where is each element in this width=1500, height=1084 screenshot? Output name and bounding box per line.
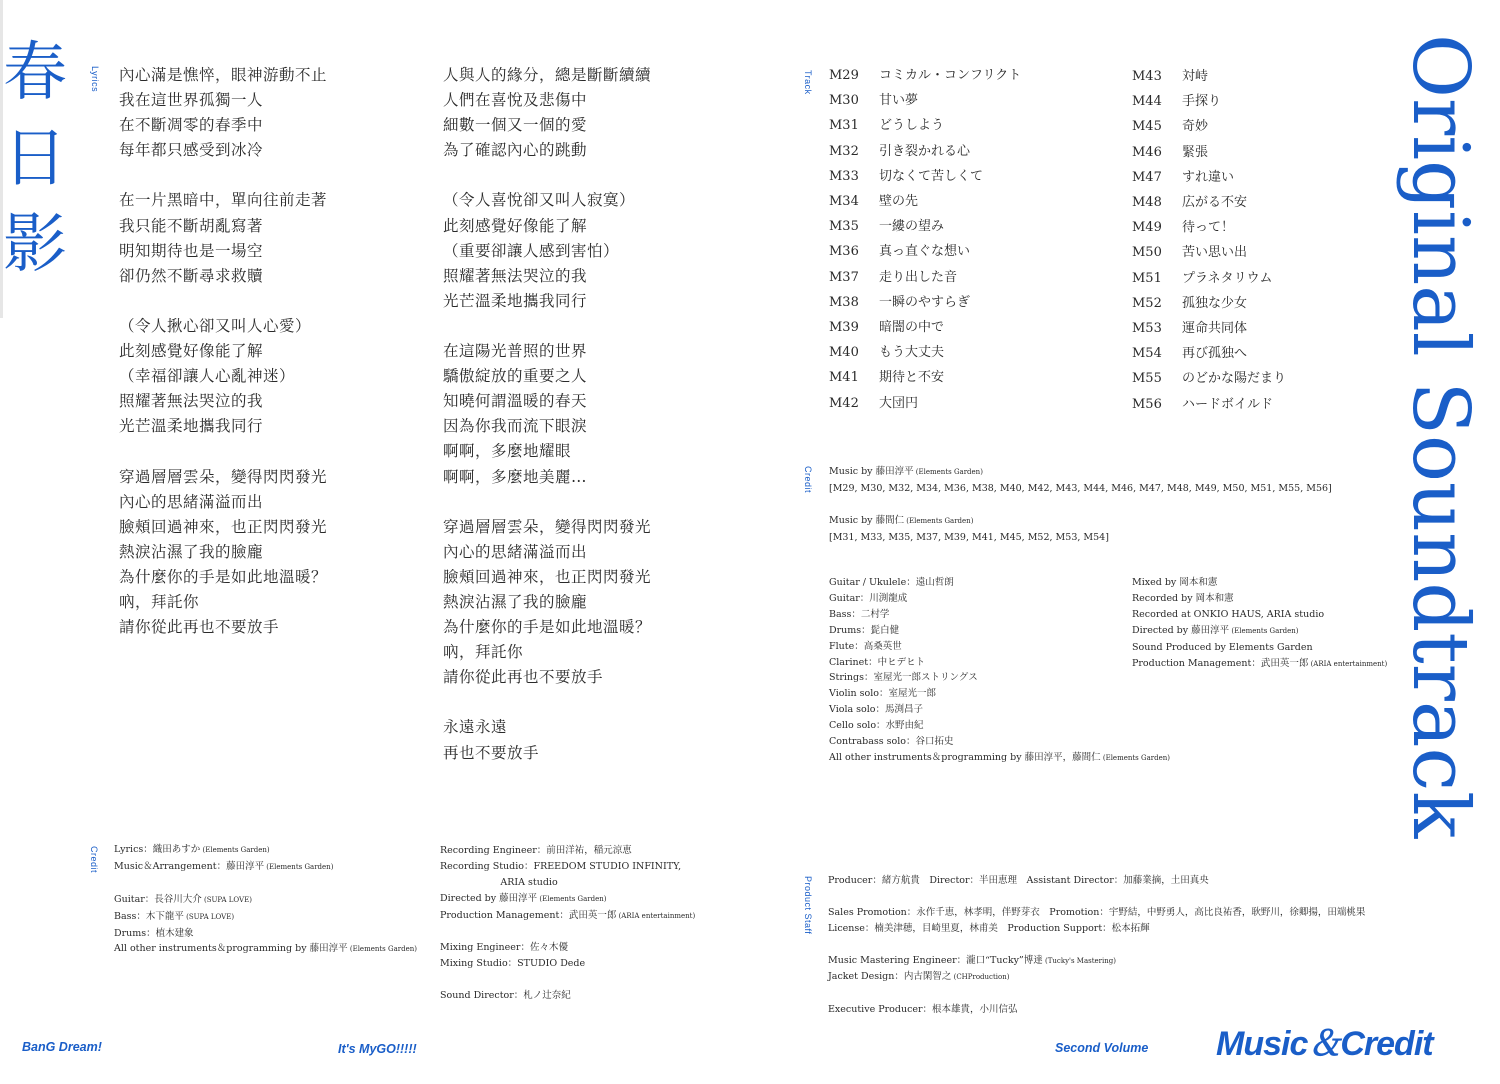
- credit-line: [440, 859, 695, 875]
- lyrics-label: Lyrics: [90, 66, 100, 93]
- credit-note: (Elements Garden): [264, 862, 334, 871]
- credit-line: [114, 876, 417, 892]
- track-title: 引き裂かれる心: [879, 143, 971, 159]
- credit-text: [440, 927, 443, 938]
- credit-text: Violin solo：室屋光一郎: [829, 688, 937, 700]
- track-title: 甘い夢: [879, 93, 919, 109]
- track-title: 奇妙: [1182, 119, 1209, 135]
- credit-text: Contrabass solo：谷口拓史: [829, 736, 954, 748]
- track-row: [1132, 165, 1286, 190]
- credit-line: [829, 655, 1170, 671]
- track-number: M32: [829, 143, 859, 159]
- track-number: M43: [1132, 69, 1162, 84]
- lyrics-column-2: 人與人的緣分，總是斷斷續續 人們在喜悅及悲傷中 細數一個又一個的愛 為了確認內心的跳動 （令人喜悅卻又叫人寂寞） 此刻感覺好像能了解 （重要卻讓人感到害怕） 照耀著無法哭泣的我 光芒溫柔地攜我同行 在這陽光普照的世界 驕傲綻放的重要之人 知曉何謂溫暖的春天 因為你我而流下眼淚 啊啊，多麼地耀眼 啊啊，多麼地美麗… 穿過層層雲朵，變得閃閃發光 內心的思緒滿溢而出 臉頰回過神來，也正閃閃發光 熱淚沾濕了我的臉龐 為什麼你的手是如此地溫暖？ 吶，拜託你 請你從此再也不要放手 永遠永遠 再也不要放手: [443, 66, 652, 762]
- track-row: [829, 113, 1021, 138]
- credit-line: [440, 988, 695, 1004]
- credit-text: [828, 988, 831, 999]
- footer-bang-dream: BanG Dream!: [22, 1040, 102, 1054]
- track-number: M41: [829, 370, 859, 386]
- track-title: 暗闇の中で: [879, 320, 945, 336]
- track-row: [1132, 140, 1286, 165]
- track-row: [829, 139, 1021, 164]
- track-number: M47: [1132, 169, 1162, 185]
- track-number: M30: [829, 93, 859, 109]
- credit-line: [1132, 607, 1387, 623]
- credit-text: Producer：緒方航貴 Director：半田恵理 Assistant Director：加藤業摘，土田真央: [828, 875, 1209, 886]
- credit-line: [440, 843, 695, 859]
- credit-line: [829, 464, 1332, 481]
- credit-line: [440, 891, 695, 908]
- lyrics-column-1: 內心滿是憔悴，眼神游動不止 我在這世界孤獨一人 在不斷凋零的春季中 每年都只感受到冰冷 在一片黑暗中，單向往前走著 我只能不斷胡亂寫著 明知期待也是一場空 卻仍然不斷尋求救贖 （令人揪心卻又叫人心愛） 此刻感覺好像能了解 （幸福卻讓人心亂神迷） 照耀著無法哭泣的我 光芒溫柔地攜我同行 穿過層層雲朵，變得閃閃發光 內心的思緒滿溢而出 臉頰回過神來，也正閃閃發光 熱淚沾濕了我的臉龐 為什麼你的手是如此地溫暖？ 吶，拜託你 請你從此再也不要放手: [119, 66, 328, 637]
- credit-line: [829, 702, 1170, 718]
- track-row: [829, 340, 1021, 365]
- credit-line: [440, 972, 695, 988]
- credit-line: [828, 937, 1365, 953]
- credit-text: Drums：髭白健: [829, 624, 900, 636]
- track-row: [1132, 366, 1286, 391]
- track-title: すれ違い: [1182, 169, 1235, 185]
- credit-note: (Elements Garden): [913, 468, 983, 476]
- credit-line: [828, 905, 1365, 921]
- track-number: M33: [829, 168, 859, 184]
- track-number: M51: [1132, 270, 1162, 286]
- credit-line: [440, 908, 695, 925]
- credit-line: [1132, 575, 1387, 591]
- credit-line: [829, 750, 1170, 767]
- credit-line: [440, 956, 695, 972]
- track-title: 走り出した音: [879, 269, 958, 285]
- footer-second-volume: Second Volume: [1055, 1041, 1149, 1055]
- credit-note: (Elements Garden): [904, 516, 974, 525]
- footer-music-credit-logo: Music＆Credit: [1216, 1025, 1433, 1063]
- credit-text: All other instruments＆programming by 藤田淳平: [114, 943, 348, 955]
- track-row: [829, 164, 1021, 189]
- credit-line: [829, 497, 1332, 513]
- credit-note: (Elements Garden): [1100, 753, 1170, 762]
- credit-line: [1132, 640, 1387, 656]
- track-row: [829, 391, 1021, 416]
- credit-text: Production Management：武田英一郎: [1132, 657, 1309, 669]
- credit-text: [440, 974, 443, 985]
- credit-line: [829, 481, 1332, 497]
- credit-note: (SUPA LOVE): [201, 895, 252, 904]
- credit-text: Music by 藤田淳平: [829, 466, 914, 477]
- track-number: M44: [1132, 94, 1162, 110]
- credit-text: Music Mastering Engineer：瀧口“Tucky”博達: [828, 954, 1043, 966]
- track-title: 緊張: [1182, 144, 1209, 160]
- credit-text: Bass：二村学: [829, 608, 890, 620]
- credit-line: [114, 909, 417, 926]
- credit-note: (Elements Garden): [537, 894, 607, 903]
- track-row: [1132, 190, 1286, 215]
- credit-line: [828, 986, 1365, 1002]
- credit-note: (Elements Garden): [200, 846, 270, 854]
- track-list-column-2: [1132, 64, 1286, 417]
- track-row: [829, 239, 1021, 264]
- track-number: M50: [1132, 245, 1162, 261]
- track-row: [1132, 114, 1286, 139]
- credit-line: [440, 875, 695, 891]
- credit-line: [828, 873, 1365, 889]
- credit-line: [829, 734, 1170, 750]
- ost-players: [829, 575, 1170, 767]
- credit-text: [M29, M30, M32, M34, M36, M38, M40, M42, M43, M44, M46, M47, M48, M49, M50, M51, M55, M56]: [829, 482, 1332, 494]
- credit-text: Cello solo：水野由紀: [829, 720, 924, 732]
- footer-its-mygo: It's MyGO!!!!!: [338, 1042, 417, 1056]
- track-number: M48: [1132, 195, 1162, 211]
- track-row: [1132, 240, 1286, 265]
- credit-text: [829, 499, 832, 510]
- credit-text: Sound Director：札ノ辻奈紀: [440, 990, 571, 1002]
- track-row: [1132, 316, 1286, 341]
- credit-line: [828, 953, 1365, 970]
- track-title: どうしよう: [879, 118, 945, 134]
- credit-text: Recording Engineer：前田洋祐，稲元涼恵: [440, 845, 632, 856]
- track-title: プラネタリウム: [1182, 270, 1273, 286]
- track-number: M29: [829, 68, 859, 83]
- track-list-column-1: [829, 63, 1021, 416]
- track-title: 期待と不安: [879, 370, 945, 386]
- credit-note: (SUPA LOVE): [183, 912, 235, 921]
- track-row: [829, 290, 1021, 315]
- credit-text: [828, 939, 831, 950]
- track-number: M39: [829, 320, 859, 336]
- credit-text: Guitar / Ukulele：遠山哲朗: [829, 577, 954, 588]
- credit-text: Directed by 藤田淳平: [440, 892, 538, 904]
- track-number: M35: [829, 219, 859, 235]
- song-credit-column-1: [114, 842, 417, 958]
- track-title: ハードボイルド: [1182, 396, 1274, 412]
- track-row: [829, 214, 1021, 239]
- credit-line: [829, 575, 1170, 591]
- credit-line: [1132, 591, 1387, 607]
- track-row: [829, 88, 1021, 113]
- credit-text: Sales Promotion：永作千恵，林孝明，伴野芽衣 Promotion：宇野結，中野勇人，高比良祐香，耿野川，徐卿揚，田端桃果: [828, 906, 1366, 918]
- track-number: M38: [829, 294, 859, 310]
- track-title: 孤独な少女: [1182, 295, 1248, 311]
- track-number: M36: [829, 244, 859, 260]
- credit-text: Bass：木下龍平: [114, 910, 184, 922]
- track-row: [1132, 215, 1286, 240]
- credit-text: Music＆Arrangement：藤田淳平: [114, 860, 265, 872]
- track-title: 再び孤独へ: [1182, 346, 1248, 362]
- credit-text: [114, 878, 117, 889]
- credit-line: [114, 842, 417, 859]
- track-title: 苦い思い出: [1182, 245, 1248, 261]
- track-title: 待って！: [1182, 220, 1235, 236]
- credit-note: (CHProduction): [951, 973, 1010, 982]
- track-row: [829, 63, 1021, 88]
- track-number: M42: [829, 395, 859, 411]
- track-row: [829, 189, 1021, 214]
- credit-line: [828, 969, 1365, 986]
- credit-text: Drums：植木建象: [114, 927, 194, 939]
- track-label: Track: [803, 70, 813, 95]
- credit-line: [829, 639, 1170, 655]
- track-number: M53: [1132, 321, 1162, 337]
- song-credit-label: Credit: [89, 846, 99, 874]
- track-title: コミカル・コンフリクト: [879, 68, 1022, 83]
- credit-text: Directed by 藤田淳平: [1132, 624, 1230, 636]
- credit-line: [114, 941, 417, 958]
- credit-line: [829, 718, 1170, 734]
- track-row: [1132, 89, 1286, 114]
- credit-text: [828, 891, 831, 902]
- credit-line: [829, 591, 1170, 607]
- track-title: 壁の先: [879, 194, 919, 210]
- track-title: のどかな陽だまり: [1182, 371, 1287, 387]
- track-number: M37: [829, 269, 859, 285]
- ost-title: Original Soundtrack: [1395, 34, 1485, 839]
- track-number: M46: [1132, 144, 1162, 160]
- track-row: [829, 365, 1021, 390]
- credit-text: Mixing Engineer：佐々木優: [440, 942, 568, 954]
- track-row: [1132, 64, 1286, 89]
- ost-engineering: [1132, 575, 1387, 672]
- track-title: 手探り: [1182, 94, 1222, 110]
- credit-text: Viola solo：馬渕昌子: [829, 704, 924, 716]
- track-row: [829, 315, 1021, 340]
- credit-note: (Elements Garden): [347, 945, 417, 954]
- track-row: [829, 265, 1021, 290]
- track-title: 対峙: [1182, 69, 1209, 84]
- credit-line: [1132, 656, 1387, 673]
- track-title: 大団円: [879, 395, 919, 411]
- credit-note: (Elements Garden): [1229, 626, 1299, 635]
- credit-text: Recorded by 岡本和憲: [1132, 592, 1234, 604]
- track-row: [1132, 341, 1286, 366]
- credit-note: (ARIA entertainment): [616, 911, 696, 920]
- track-number: M56: [1132, 396, 1162, 412]
- track-number: M40: [829, 345, 859, 361]
- credit-line: [829, 686, 1170, 702]
- credit-text: Jacket Design：内古閑智之: [828, 971, 952, 983]
- track-row: [1132, 266, 1286, 291]
- track-number: M55: [1132, 371, 1162, 387]
- credit-text: [M31, M33, M35, M37, M39, M41, M45, M52, M53, M54]: [829, 531, 1109, 543]
- track-title: 真っ直ぐな想い: [879, 244, 971, 260]
- song-title: 春日影: [3, 36, 67, 282]
- track-number: M54: [1132, 346, 1162, 362]
- credit-text: Clarinet：中ヒデヒト: [829, 656, 926, 668]
- credit-text: Sound Produced by Elements Garden: [1132, 641, 1313, 653]
- credit-text: Mixing Studio：STUDIO Dede: [440, 958, 586, 970]
- credit-text: Recording Studio：FREEDOM STUDIO INFINITY,: [440, 860, 682, 872]
- product-staff-list: [828, 873, 1365, 1018]
- ost-music-by: [829, 464, 1332, 546]
- product-staff-label: Product Staff: [803, 876, 813, 935]
- credit-text: Flute：高桑英世: [829, 640, 902, 652]
- credit-line: [829, 623, 1170, 639]
- track-title: 運命共同体: [1182, 321, 1248, 337]
- song-credit-column-2: [440, 843, 695, 1004]
- credit-text: Guitar：川渕龍成: [829, 592, 908, 604]
- credit-line: [829, 513, 1332, 530]
- credit-line: [828, 921, 1365, 937]
- credit-line: [1132, 623, 1387, 640]
- credit-line: [114, 892, 417, 909]
- credit-text: Production Management：武田英一郎: [440, 909, 617, 921]
- track-number: M31: [829, 118, 859, 134]
- credit-line: [114, 859, 417, 876]
- credit-text: ARIA studio: [440, 876, 558, 888]
- track-number: M45: [1132, 119, 1162, 135]
- credit-line: [828, 889, 1365, 905]
- credit-text: License：楠美津穂，目崎里夏，林甫美 Production Support：松本拓輝: [828, 922, 1150, 934]
- credit-note: (ARIA entertainment): [1308, 659, 1388, 668]
- credit-text: Lyrics：織田あすか: [114, 844, 201, 855]
- credit-text: Recorded at ONKIO HAUS, ARIA studio: [1132, 608, 1325, 620]
- credit-text: Executive Producer：根本雄貴，小川信弘: [828, 1004, 1018, 1016]
- credit-text: All other instruments＆programming by 藤田淳平，藤間仁: [829, 751, 1101, 763]
- credit-line: [829, 670, 1170, 686]
- track-row: [1132, 291, 1286, 316]
- track-title: 広がる不安: [1182, 195, 1248, 211]
- track-number: M52: [1132, 295, 1162, 311]
- credit-line: [829, 530, 1332, 546]
- track-title: 一縷の望み: [879, 219, 945, 235]
- credit-line: [440, 940, 695, 956]
- credit-text: Guitar：長谷川大介: [114, 893, 202, 905]
- credit-line: [829, 607, 1170, 623]
- track-row: [1132, 392, 1286, 417]
- track-title: 切なくて苦しくて: [879, 168, 984, 184]
- credit-text: Music by 藤間仁: [829, 514, 905, 526]
- credit-text: Mixed by 岡本和憲: [1132, 577, 1218, 588]
- ost-credit-label: Credit: [803, 466, 813, 494]
- credit-line: [114, 926, 417, 942]
- track-number: M34: [829, 194, 859, 210]
- track-title: もう大丈夫: [879, 345, 945, 361]
- credit-text: Strings：室屋光一郎ストリングス: [829, 672, 978, 684]
- credit-note: (Tucky's Mastering): [1042, 956, 1116, 965]
- track-title: 一瞬のやすらぎ: [879, 294, 971, 310]
- credit-line: [440, 925, 695, 941]
- track-number: M49: [1132, 220, 1162, 236]
